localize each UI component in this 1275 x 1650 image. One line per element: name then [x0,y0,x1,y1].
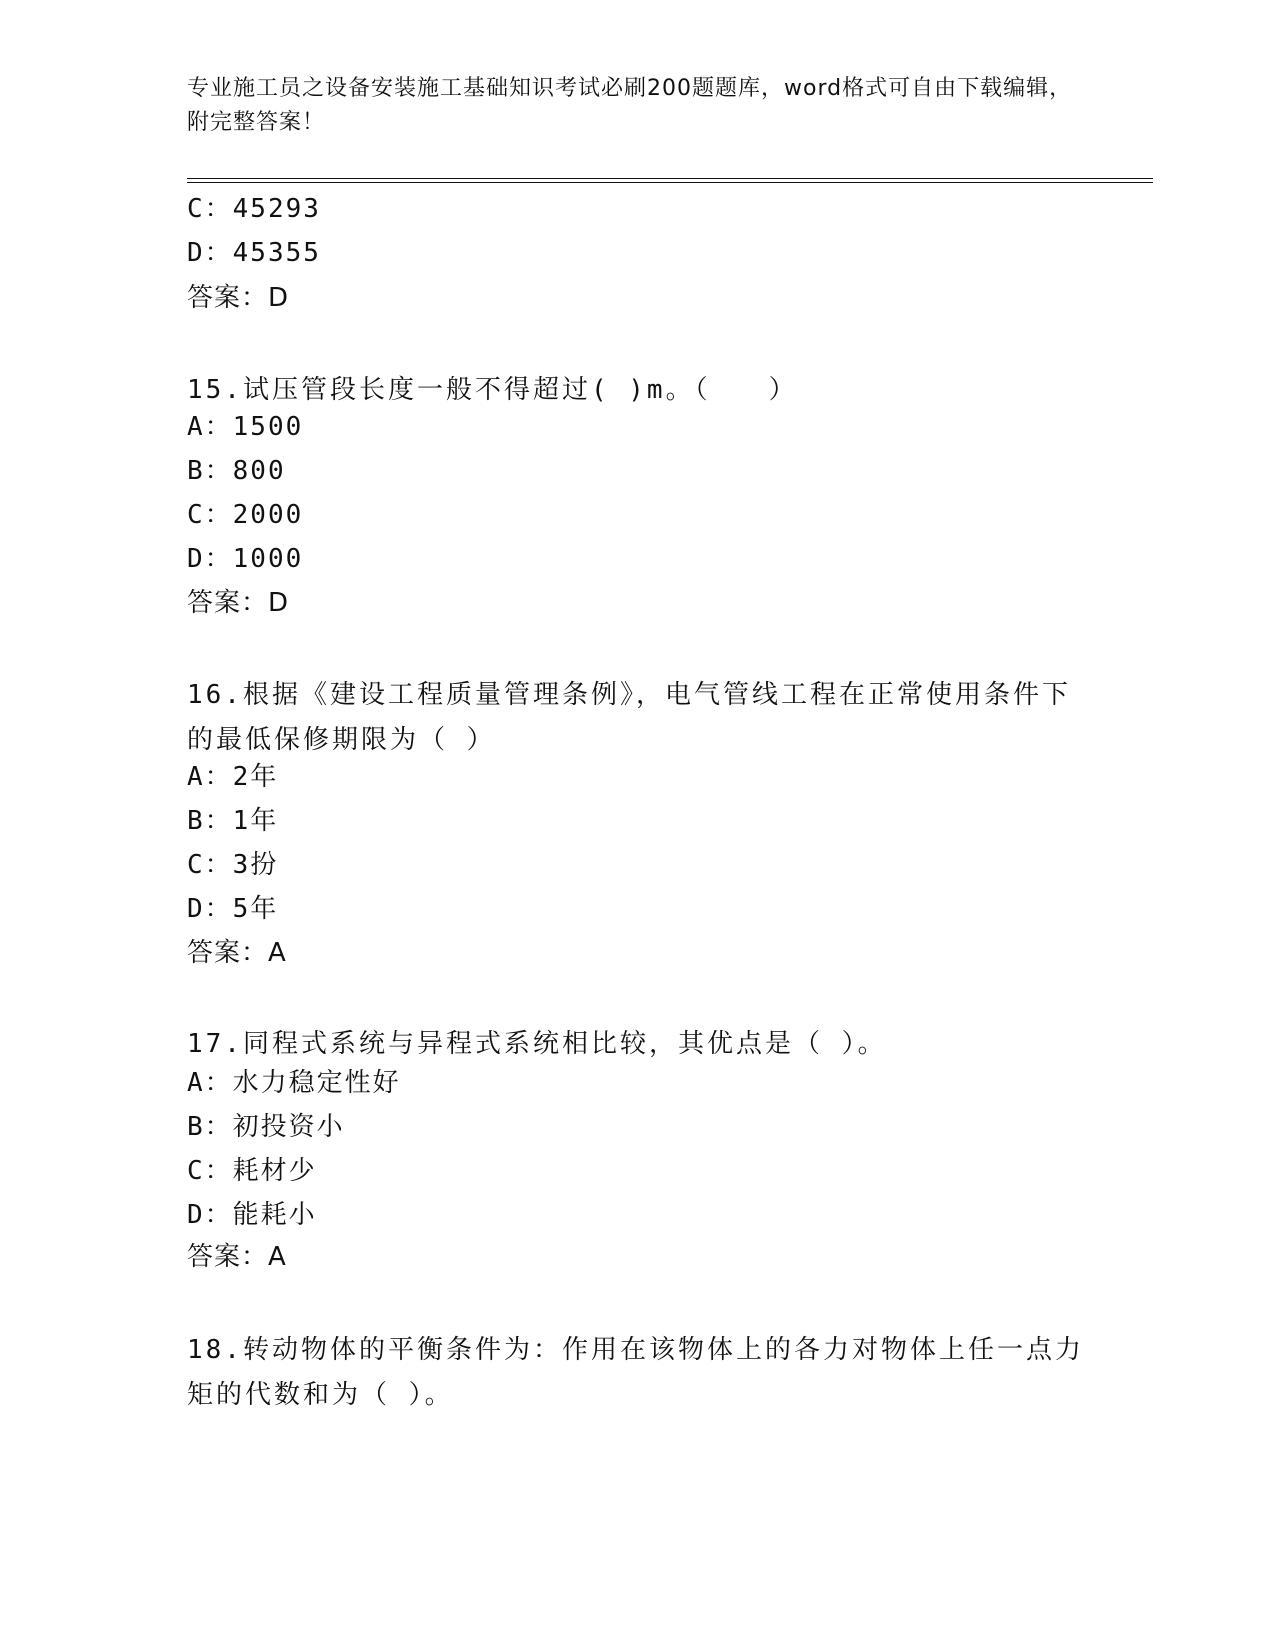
q17-option-b: B：初投资小 [187,1112,345,1142]
option-d-prev: D：45355 [187,238,321,268]
question-18-text: 18.转动物体的平衡条件为：作用在该物体上的各力对物体上任一点力矩的代数和为（ ）。 [187,1335,1084,1410]
q17-option-d: D：能耗小 [187,1200,317,1230]
question-17-text: 17.同程式系统与异程式系统相比较，其优点是（ ）。 [187,1029,887,1059]
q15-option-c: C：2000 [187,500,304,530]
header-divider-bottom [187,182,1153,183]
header-divider-top [187,178,1153,179]
q16-option-a: A：2年 [187,762,279,792]
question-16-text: 16.根据《建设工程质量管理条例》，电气管线工程在正常使用条件下的最低保修期限为（ ） [187,680,1071,755]
q16-option-b: B：1年 [187,806,279,836]
q16-option-c: C：3扮 [187,850,279,880]
document-header-title: 专业施工员之设备安装施工基础知识考试必刷200题题库，word格式可自由下载编辑，附完整答案！ [187,76,1073,135]
answer-prev: 答案：D [187,283,290,313]
q16-option-d: D：5年 [187,894,279,924]
option-c-prev: C：45293 [187,194,321,224]
question-15-text: 15.试压管段长度一般不得超过( )m。（ ） [187,375,798,405]
q15-option-d: D：1000 [187,544,304,574]
q17-option-a: A：水力稳定性好 [187,1068,401,1098]
q15-option-a: A：1500 [187,412,304,442]
q17-answer: 答案：A [187,1242,287,1272]
q17-option-c: C：耗材少 [187,1156,317,1186]
q15-option-b: B：800 [187,456,286,486]
q16-answer: 答案：A [187,938,287,968]
q15-answer: 答案：D [187,588,290,618]
